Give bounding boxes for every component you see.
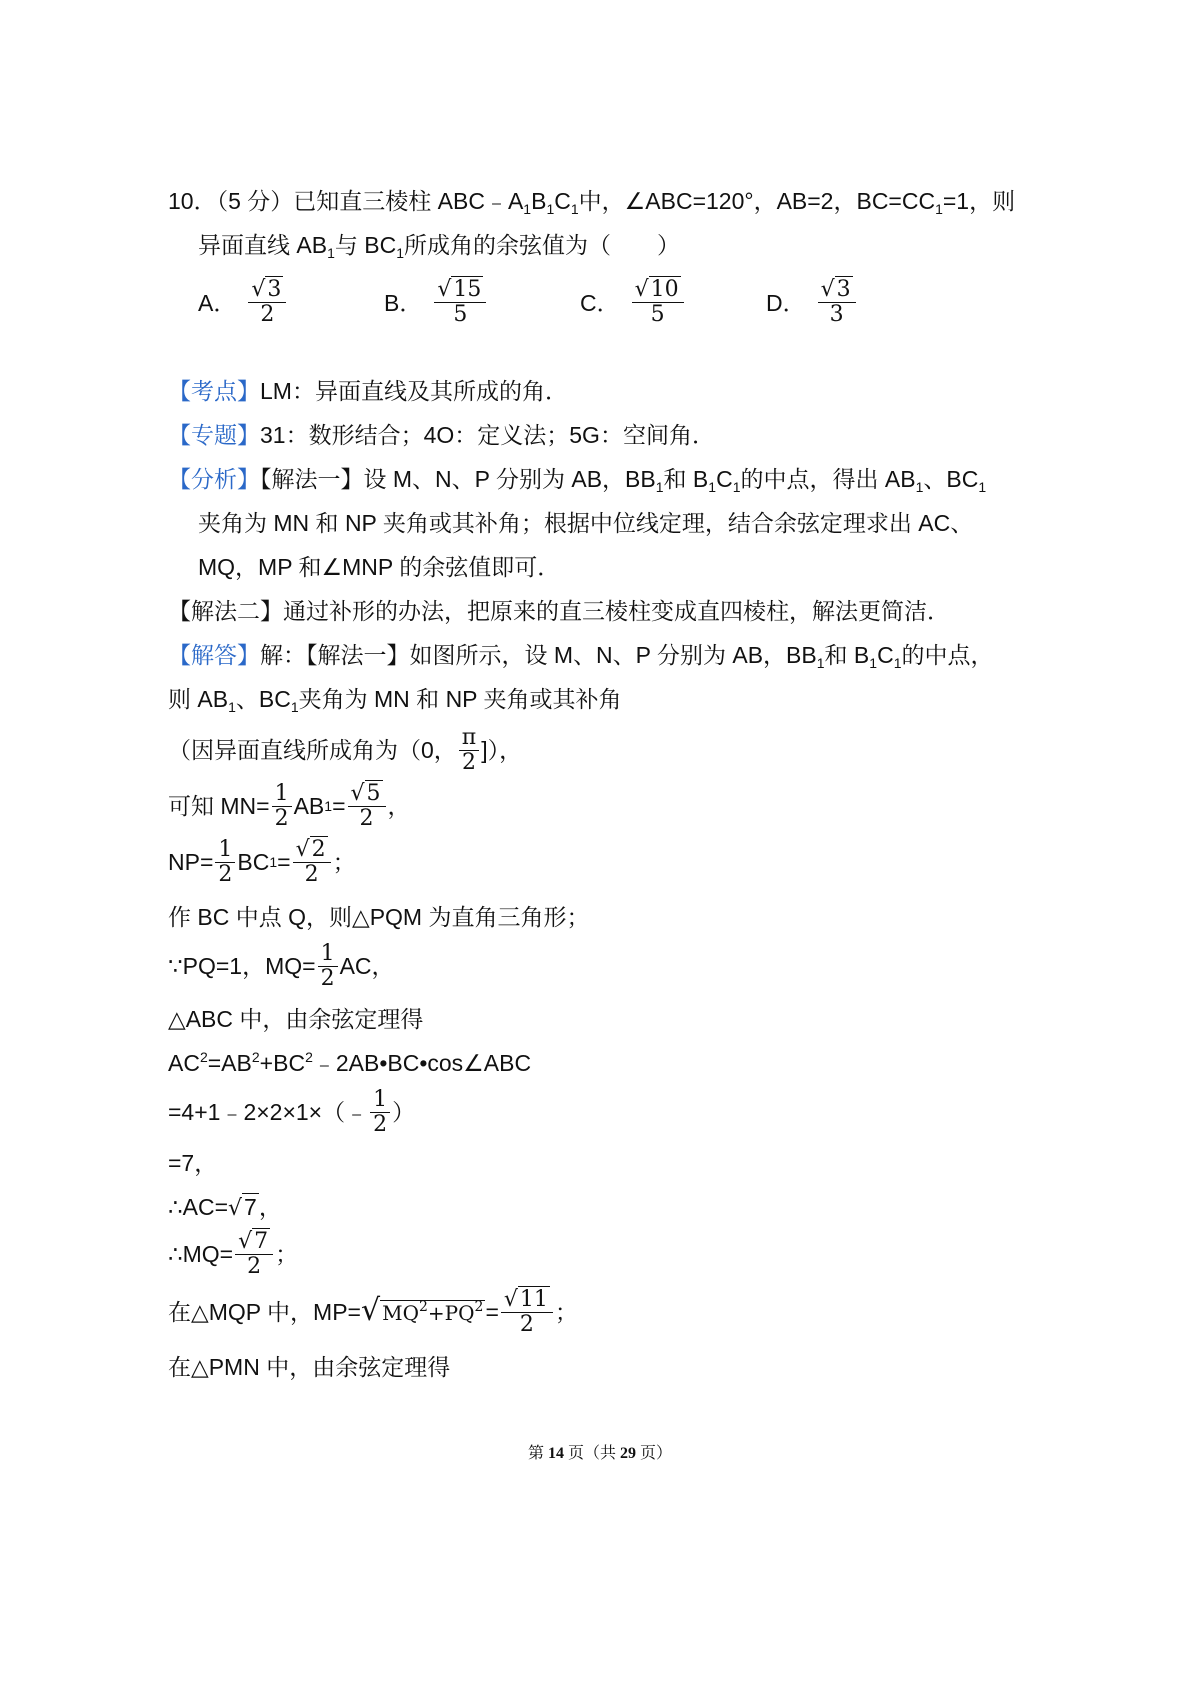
fenxi-line-4: 【解法二】通过补形的办法，把原来的直三棱柱变成直四棱柱，解法更简洁．: [168, 598, 950, 624]
jieda-line-4: 可知 MN= $\frac{1}{2}$ AB 1 = $\frac{√5}{2}$ ，: [168, 780, 411, 831]
choice-a: A． $\frac{√3}{2}$: [198, 278, 288, 327]
jieda-line-5: NP= $\frac{1}{2}$ BC 1 = $\frac{√2}{2}$ ；: [168, 836, 356, 887]
jieda-line-7: ∵PQ=1，MQ= $\frac{1}{2}$ AC，: [168, 940, 395, 991]
jieda-line-13: ∴MQ= $\frac{√7}{2}$ ；: [168, 1228, 299, 1279]
question-line-2: 异面直线 $AB_1$与 $BC_1$所成角的余弦值为（ ）: [198, 232, 681, 261]
jieda-line-6: 作 BC 中点 Q，则△PQM 为直角三角形；: [168, 904, 590, 930]
question-line-1: 10．（5 分）已知直三棱柱 $ABC﹣A_1B_1C_1$中，∠ABC=120°，AB=2，$BC=CC_1=1$，则: [168, 188, 1016, 217]
choice-b: B． $\frac{√15}{5}$: [384, 278, 488, 327]
jieda-line-3: （因异面直线所成角为（0， $\frac{\pi}{2}$ ]），: [168, 724, 523, 775]
fenxi-line-3: MQ，MP 和∠MNP 的余弦值即可．: [198, 554, 561, 580]
jieda-line-9: $AC^2=AB^2+BC^2﹣2AB•BC•\cos\angle ABC$: [168, 1049, 532, 1076]
kaodian-line: 【考点】LM：异面直线及其所成的角．: [168, 378, 568, 404]
jieda-tag: 【解答】: [168, 642, 260, 668]
zhuanti-tag: 【专题】: [168, 422, 260, 448]
jieda-line-14: 在△MQP 中，MP= √ $MQ^2+PQ^2$ = $\frac{√11}{2}$ ；: [168, 1286, 578, 1337]
jieda-line-1: 【解答】解：【解法一】如图所示，设 M、N、P 分别为 AB，$BB_1$和 $B_1C_1$的中点，: [168, 642, 994, 671]
fenxi-line-2: 夹角为 MN 和 NP 夹角或其补角；根据中位线定理，结合余弦定理求出 AC、: [198, 510, 974, 536]
choice-d: D． $\frac{√3}{3}$: [766, 278, 858, 327]
choice-c: C． $\frac{√10}{5}$: [580, 278, 686, 327]
jieda-line-12: ∴AC=√7，: [168, 1194, 282, 1221]
jieda-line-15: 在△PMN 中，由余弦定理得: [168, 1354, 451, 1380]
total-pages: 29: [620, 1445, 636, 1462]
jieda-line-2: 则 $AB_1$、$BC_1$夹角为 MN 和 NP 夹角或其补角: [168, 686, 622, 715]
page-number: 14: [547, 1445, 564, 1462]
jieda-line-10: =4+1﹣2×2×1×（﹣ $\frac{1}{2}$ ）: [168, 1086, 416, 1137]
fenxi-tag: 【分析】: [168, 466, 260, 492]
jieda-line-8: △ABC 中，由余弦定理得: [168, 1006, 424, 1032]
fenxi-line-1: 【分析】【解法一】设 M、N、P 分别为 AB，$BB_1$和 $B_1C_1$的中点，得出 $AB_1$、$BC_1$: [168, 466, 987, 495]
jieda-line-11: =7，: [168, 1150, 218, 1176]
kaodian-tag: 【考点】: [168, 378, 260, 404]
page-footer: 第 14 页（共 29 页）: [527, 1445, 673, 1462]
zhuanti-line: 【专题】31：数形结合；4O：定义法；5G：空间角．: [168, 422, 715, 448]
